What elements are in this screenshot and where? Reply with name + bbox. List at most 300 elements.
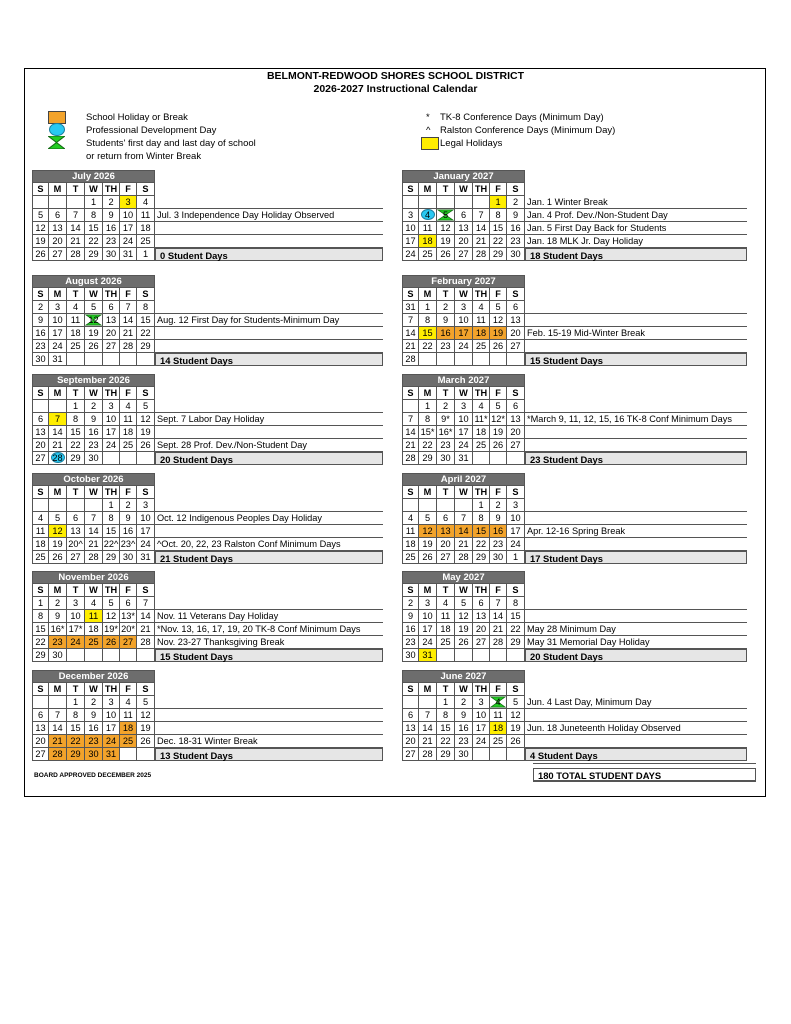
day-cell: 5 bbox=[49, 512, 67, 525]
day-cell: 22 bbox=[437, 735, 455, 748]
day-cell: 30 bbox=[490, 551, 507, 564]
day-cell: 27 bbox=[437, 551, 455, 564]
month-note: May 31 Memorial Day Holiday bbox=[527, 637, 650, 647]
day-cell: 14 bbox=[67, 222, 85, 235]
day-cell: 26 bbox=[103, 636, 120, 649]
weekday-header: T bbox=[67, 683, 85, 696]
day-cell: 3 bbox=[137, 499, 155, 512]
day-cell: 23 bbox=[437, 439, 455, 452]
day-cell: 16 bbox=[507, 222, 525, 235]
day-cell: 17 bbox=[49, 327, 67, 340]
day-cell bbox=[419, 499, 437, 512]
day-cell: 4 bbox=[437, 597, 455, 610]
day-cell: 3 bbox=[473, 696, 490, 709]
day-cell: 20 bbox=[32, 439, 49, 452]
weekday-header: S bbox=[137, 288, 155, 301]
day-cell: 25 bbox=[402, 551, 419, 564]
day-cell: 25 bbox=[85, 636, 103, 649]
day-cell: 14 bbox=[85, 525, 103, 538]
day-cell: 6 bbox=[437, 512, 455, 525]
note-divider bbox=[155, 339, 383, 340]
day-cell: 25 bbox=[419, 248, 437, 261]
weekday-header: TH bbox=[103, 387, 120, 400]
day-cell: 16 bbox=[490, 525, 507, 538]
day-cell: 9 bbox=[402, 610, 419, 623]
month-note: May 28 Minimum Day bbox=[527, 624, 616, 634]
day-cell: 28 bbox=[120, 340, 137, 353]
day-cell bbox=[402, 696, 419, 709]
day-cell: 29 bbox=[473, 551, 490, 564]
day-cell: 26 bbox=[455, 636, 473, 649]
day-cell: 24 bbox=[473, 735, 490, 748]
day-cell: 8 bbox=[507, 597, 525, 610]
day-cell: 3 bbox=[455, 400, 473, 413]
day-cell bbox=[473, 353, 490, 366]
day-cell: 26 bbox=[437, 248, 455, 261]
day-cell bbox=[120, 748, 137, 761]
day-cell: 28 bbox=[455, 551, 473, 564]
day-cell: 22 bbox=[490, 235, 507, 248]
day-cell: 16 bbox=[103, 222, 120, 235]
day-cell: 15 bbox=[67, 426, 85, 439]
day-cell: 9 bbox=[103, 209, 120, 222]
month-note: Jun. 4 Last Day, Minimum Day bbox=[527, 697, 652, 707]
day-cell: 1 bbox=[137, 248, 155, 261]
day-cell: 22 bbox=[419, 340, 437, 353]
day-cell: 3 bbox=[507, 499, 525, 512]
day-cell bbox=[437, 353, 455, 366]
day-cell: 29 bbox=[103, 551, 120, 564]
day-cell: 2 bbox=[103, 196, 120, 209]
day-cell: 14 bbox=[49, 426, 67, 439]
day-cell: 10 bbox=[49, 314, 67, 327]
day-cell: 1 bbox=[473, 499, 490, 512]
month-note: Nov. 11 Veterans Day Holiday bbox=[157, 611, 279, 621]
day-cell: 26 bbox=[490, 340, 507, 353]
month-note: Jul. 3 Independence Day Holiday Observed bbox=[157, 210, 335, 220]
weekday-header: TH bbox=[473, 683, 490, 696]
day-cell: 30 bbox=[85, 748, 103, 761]
student-days-summary: 14 Student Days bbox=[155, 353, 383, 366]
weekday-header: W bbox=[455, 288, 473, 301]
weekday-header: W bbox=[85, 584, 103, 597]
month-note: Jan. 1 Winter Break bbox=[527, 197, 608, 207]
day-cell: 17 bbox=[455, 327, 473, 340]
day-cell: 18 bbox=[402, 538, 419, 551]
month-note: Jan. 4 Prof. Dev./Non-Student Day bbox=[527, 210, 668, 220]
day-cell: 11* bbox=[473, 413, 490, 426]
day-cell: 16 bbox=[437, 327, 455, 340]
day-cell: 25 bbox=[437, 636, 455, 649]
day-cell: 11 bbox=[419, 222, 437, 235]
weekday-header: F bbox=[490, 183, 507, 196]
day-cell: 21 bbox=[120, 327, 137, 340]
day-cell bbox=[85, 353, 103, 366]
note-divider bbox=[525, 438, 747, 439]
weekday-header: TH bbox=[103, 183, 120, 196]
day-cell: 2 bbox=[402, 597, 419, 610]
day-cell: 14 bbox=[402, 327, 419, 340]
day-cell: 10 bbox=[455, 413, 473, 426]
day-cell: 22 bbox=[85, 235, 103, 248]
day-cell: 26 bbox=[85, 340, 103, 353]
day-cell bbox=[473, 196, 490, 209]
legend-legal: Legal Holidays bbox=[440, 138, 503, 149]
day-cell bbox=[455, 196, 473, 209]
weekday-header: M bbox=[49, 183, 67, 196]
day-cell: 29 bbox=[419, 452, 437, 465]
note-divider bbox=[155, 721, 383, 722]
day-cell: 31 bbox=[49, 353, 67, 366]
day-cell: 28 bbox=[85, 551, 103, 564]
weekday-header: F bbox=[490, 387, 507, 400]
day-cell: 22 bbox=[137, 327, 155, 340]
weekday-header: TH bbox=[473, 584, 490, 597]
weekday-header: M bbox=[49, 683, 67, 696]
day-cell: 17 bbox=[473, 722, 490, 735]
day-cell: 23 bbox=[455, 735, 473, 748]
day-cell: 7 bbox=[490, 597, 507, 610]
legend-holiday: School Holiday or Break bbox=[86, 112, 188, 123]
day-cell bbox=[137, 748, 155, 761]
day-cell: 15 bbox=[137, 314, 155, 327]
weekday-header: TH bbox=[103, 486, 120, 499]
day-cell: 19 bbox=[137, 722, 155, 735]
day-cell: 23 bbox=[49, 636, 67, 649]
day-cell: 27 bbox=[32, 748, 49, 761]
legend-first-last: Students' first day and last day of school bbox=[86, 138, 256, 149]
day-cell: 4 bbox=[120, 696, 137, 709]
day-cell: 4 bbox=[85, 597, 103, 610]
day-cell bbox=[49, 452, 67, 465]
weekday-header: F bbox=[120, 288, 137, 301]
day-cell bbox=[137, 649, 155, 662]
day-cell: 29 bbox=[67, 452, 85, 465]
month-note: Sept. 7 Labor Day Holiday bbox=[157, 414, 265, 424]
day-cell: 21 bbox=[402, 340, 419, 353]
day-cell: 12 bbox=[419, 525, 437, 538]
day-cell: 13 bbox=[32, 426, 49, 439]
day-cell: 16* bbox=[49, 623, 67, 636]
day-cell bbox=[32, 400, 49, 413]
board-approved: BOARD APPROVED DECEMBER 2025 bbox=[34, 772, 152, 779]
day-cell: 8 bbox=[32, 610, 49, 623]
weekday-header: T bbox=[67, 486, 85, 499]
day-cell: 25 bbox=[32, 551, 49, 564]
day-cell: 12 bbox=[490, 314, 507, 327]
day-cell: 9* bbox=[437, 413, 455, 426]
day-cell: 14 bbox=[419, 722, 437, 735]
weekday-header: S bbox=[507, 183, 525, 196]
note-divider bbox=[155, 708, 383, 709]
day-cell: 2 bbox=[49, 597, 67, 610]
student-days-summary: 20 Student Days bbox=[525, 649, 747, 662]
weekday-header: S bbox=[507, 387, 525, 400]
day-cell: 15 bbox=[473, 525, 490, 538]
day-cell: 27 bbox=[455, 248, 473, 261]
month-note: *Nov. 13, 16, 17, 19, 20 TK-8 Conf Minimum Days bbox=[157, 624, 361, 634]
day-cell: 15* bbox=[419, 426, 437, 439]
day-cell: 14 bbox=[402, 426, 419, 439]
day-cell: 17 bbox=[402, 235, 419, 248]
day-cell: 10 bbox=[455, 314, 473, 327]
weekday-header: S bbox=[402, 683, 419, 696]
day-cell: 12 bbox=[137, 709, 155, 722]
day-cell: 6 bbox=[32, 413, 49, 426]
day-cell: 27 bbox=[507, 340, 525, 353]
day-cell bbox=[49, 499, 67, 512]
day-cell: 20 bbox=[507, 327, 525, 340]
month-title: January 2027 bbox=[402, 170, 525, 183]
day-cell: 12 bbox=[455, 610, 473, 623]
day-cell: 8 bbox=[67, 413, 85, 426]
day-cell: 24 bbox=[455, 439, 473, 452]
total-divider bbox=[533, 763, 756, 764]
weekday-header: TH bbox=[103, 584, 120, 597]
day-cell: 17 bbox=[103, 426, 120, 439]
day-cell bbox=[67, 649, 85, 662]
pd-circle-icon bbox=[49, 123, 65, 136]
day-cell: 22 bbox=[67, 439, 85, 452]
month-title: September 2026 bbox=[32, 374, 155, 387]
day-cell: 6 bbox=[455, 209, 473, 222]
day-cell bbox=[490, 353, 507, 366]
day-cell: 16* bbox=[437, 426, 455, 439]
day-cell: 7 bbox=[67, 209, 85, 222]
day-cell: 7 bbox=[419, 709, 437, 722]
day-cell: 16 bbox=[85, 722, 103, 735]
day-cell: 8 bbox=[437, 709, 455, 722]
month-title: February 2027 bbox=[402, 275, 525, 288]
day-cell: 2 bbox=[120, 499, 137, 512]
day-cell bbox=[473, 649, 490, 662]
day-cell: 18 bbox=[120, 426, 137, 439]
month-title: November 2026 bbox=[32, 571, 155, 584]
day-cell: 4 bbox=[120, 400, 137, 413]
month-note: Jun. 18 Juneteenth Holiday Observed bbox=[527, 723, 681, 733]
day-cell: 29 bbox=[437, 748, 455, 761]
weekday-header: S bbox=[137, 387, 155, 400]
weekday-header: S bbox=[137, 584, 155, 597]
day-cell: 10 bbox=[103, 413, 120, 426]
day-cell: 13* bbox=[120, 610, 137, 623]
day-cell: 2 bbox=[455, 696, 473, 709]
day-cell: 19 bbox=[419, 538, 437, 551]
day-cell: 10 bbox=[120, 209, 137, 222]
day-cell: 11 bbox=[490, 709, 507, 722]
day-cell: 11 bbox=[120, 413, 137, 426]
weekday-header: T bbox=[67, 584, 85, 597]
day-cell: 6 bbox=[402, 709, 419, 722]
day-cell bbox=[455, 353, 473, 366]
day-cell: 17 bbox=[419, 623, 437, 636]
day-cell: 7 bbox=[49, 709, 67, 722]
day-cell: 3 bbox=[67, 597, 85, 610]
day-cell: 2 bbox=[437, 400, 455, 413]
day-cell: 29 bbox=[85, 248, 103, 261]
day-cell: 16 bbox=[32, 327, 49, 340]
day-cell: 20 bbox=[455, 235, 473, 248]
day-cell: 18 bbox=[490, 722, 507, 735]
day-cell: 17 bbox=[507, 525, 525, 538]
day-cell: 21 bbox=[490, 623, 507, 636]
day-cell: 22 bbox=[507, 623, 525, 636]
day-cell: 28 bbox=[419, 748, 437, 761]
day-cell: 12 bbox=[437, 222, 455, 235]
day-cell bbox=[103, 452, 120, 465]
day-cell: 16 bbox=[120, 525, 137, 538]
day-cell bbox=[32, 499, 49, 512]
day-cell: 4 bbox=[473, 400, 490, 413]
month-title: May 2027 bbox=[402, 571, 525, 584]
day-cell bbox=[103, 353, 120, 366]
day-cell: 2 bbox=[32, 301, 49, 314]
weekday-header: TH bbox=[473, 183, 490, 196]
day-cell: 7 bbox=[49, 413, 67, 426]
district-title: BELMONT-REDWOOD SHORES SCHOOL DISTRICT bbox=[266, 70, 525, 82]
day-cell: 30 bbox=[455, 748, 473, 761]
weekday-header: M bbox=[419, 683, 437, 696]
day-cell: 15 bbox=[437, 722, 455, 735]
day-cell: 2 bbox=[437, 301, 455, 314]
weekday-header: T bbox=[67, 288, 85, 301]
day-cell: 30 bbox=[49, 649, 67, 662]
day-cell: 7 bbox=[137, 597, 155, 610]
legend-ralston: Ralston Conference Days (Minimum Day) bbox=[440, 125, 616, 136]
legend-tk8: TK-8 Conference Days (Minimum Day) bbox=[440, 112, 604, 123]
day-cell: 11 bbox=[437, 610, 455, 623]
weekday-header: M bbox=[419, 387, 437, 400]
weekday-header: F bbox=[120, 584, 137, 597]
total-divider-bottom bbox=[533, 781, 756, 782]
day-cell: 30 bbox=[85, 452, 103, 465]
day-cell bbox=[419, 696, 437, 709]
day-cell: 15 bbox=[419, 327, 437, 340]
day-cell: 5 bbox=[103, 597, 120, 610]
day-cell: 21 bbox=[402, 439, 419, 452]
weekday-header: S bbox=[32, 683, 49, 696]
day-cell: 8 bbox=[473, 512, 490, 525]
day-cell: 29 bbox=[490, 248, 507, 261]
weekday-header: F bbox=[120, 183, 137, 196]
day-cell: 14 bbox=[473, 222, 490, 235]
day-cell: 31 bbox=[120, 248, 137, 261]
day-cell: 4 bbox=[490, 696, 507, 709]
day-cell bbox=[85, 649, 103, 662]
day-cell: 1 bbox=[32, 597, 49, 610]
month-note: Nov. 23-27 Thanksgiving Break bbox=[157, 637, 285, 647]
weekday-header: T bbox=[437, 288, 455, 301]
weekday-header: S bbox=[137, 683, 155, 696]
day-cell bbox=[402, 196, 419, 209]
day-cell: 23 bbox=[507, 235, 525, 248]
day-cell: 2 bbox=[507, 196, 525, 209]
day-cell: 31 bbox=[402, 301, 419, 314]
day-cell: 20 bbox=[402, 735, 419, 748]
day-cell: 21 bbox=[455, 538, 473, 551]
day-cell: 14 bbox=[120, 314, 137, 327]
day-cell bbox=[67, 499, 85, 512]
day-cell bbox=[137, 452, 155, 465]
day-cell: 31 bbox=[419, 649, 437, 662]
day-cell: 1 bbox=[67, 400, 85, 413]
day-cell bbox=[419, 209, 437, 222]
weekday-header: S bbox=[32, 387, 49, 400]
day-cell: 27 bbox=[507, 439, 525, 452]
month-title: April 2027 bbox=[402, 473, 525, 486]
day-cell: 14 bbox=[49, 722, 67, 735]
day-cell: 8 bbox=[67, 709, 85, 722]
day-cell: 13 bbox=[32, 722, 49, 735]
day-cell: 19 bbox=[137, 426, 155, 439]
day-cell: 7 bbox=[402, 314, 419, 327]
day-cell: 8 bbox=[137, 301, 155, 314]
day-cell: 23 bbox=[85, 439, 103, 452]
day-cell bbox=[402, 400, 419, 413]
day-cell: 3 bbox=[419, 597, 437, 610]
weekday-header: S bbox=[507, 288, 525, 301]
weekday-header: S bbox=[402, 183, 419, 196]
day-cell: 8 bbox=[490, 209, 507, 222]
day-cell: 29 bbox=[67, 748, 85, 761]
day-cell: 9 bbox=[507, 209, 525, 222]
weekday-header: W bbox=[85, 683, 103, 696]
day-cell: 3 bbox=[120, 196, 137, 209]
weekday-header: M bbox=[49, 584, 67, 597]
legend-winter-return: or return from Winter Break bbox=[86, 151, 202, 162]
day-cell: 23 bbox=[490, 538, 507, 551]
day-cell: 19 bbox=[455, 623, 473, 636]
day-cell: 1 bbox=[437, 696, 455, 709]
day-cell bbox=[49, 400, 67, 413]
day-cell: 21 bbox=[419, 735, 437, 748]
day-cell: 31 bbox=[455, 452, 473, 465]
day-cell: 25 bbox=[473, 340, 490, 353]
day-cell: 25 bbox=[490, 735, 507, 748]
day-cell: 24 bbox=[103, 439, 120, 452]
day-cell: 19 bbox=[49, 538, 67, 551]
day-cell bbox=[32, 196, 49, 209]
day-cell: 23 bbox=[32, 340, 49, 353]
day-cell: 3 bbox=[455, 301, 473, 314]
day-cell: 6 bbox=[507, 301, 525, 314]
hourglass-icon bbox=[48, 136, 65, 149]
day-cell: 25 bbox=[473, 439, 490, 452]
day-cell: 6 bbox=[120, 597, 137, 610]
day-cell: 18 bbox=[137, 222, 155, 235]
day-cell: 27 bbox=[49, 248, 67, 261]
day-cell bbox=[507, 748, 525, 761]
student-days-summary: 23 Student Days bbox=[525, 452, 747, 465]
day-cell: 13 bbox=[507, 314, 525, 327]
day-cell: 23^ bbox=[120, 539, 136, 549]
day-cell: 28 bbox=[49, 748, 67, 761]
month-title: October 2026 bbox=[32, 473, 155, 486]
day-cell: 24 bbox=[402, 248, 419, 261]
day-cell: 12 bbox=[32, 222, 49, 235]
weekday-header: F bbox=[120, 486, 137, 499]
day-cell: 24 bbox=[67, 636, 85, 649]
weekday-header: W bbox=[455, 183, 473, 196]
day-cell bbox=[490, 748, 507, 761]
day-cell: 14 bbox=[137, 610, 155, 623]
weekday-header: F bbox=[490, 486, 507, 499]
month-note: Jan. 18 MLK Jr. Day Holiday bbox=[527, 236, 643, 246]
day-cell: 13 bbox=[103, 314, 120, 327]
day-cell: 1 bbox=[507, 551, 525, 564]
day-cell: 11 bbox=[67, 314, 85, 327]
day-cell: 2 bbox=[490, 499, 507, 512]
